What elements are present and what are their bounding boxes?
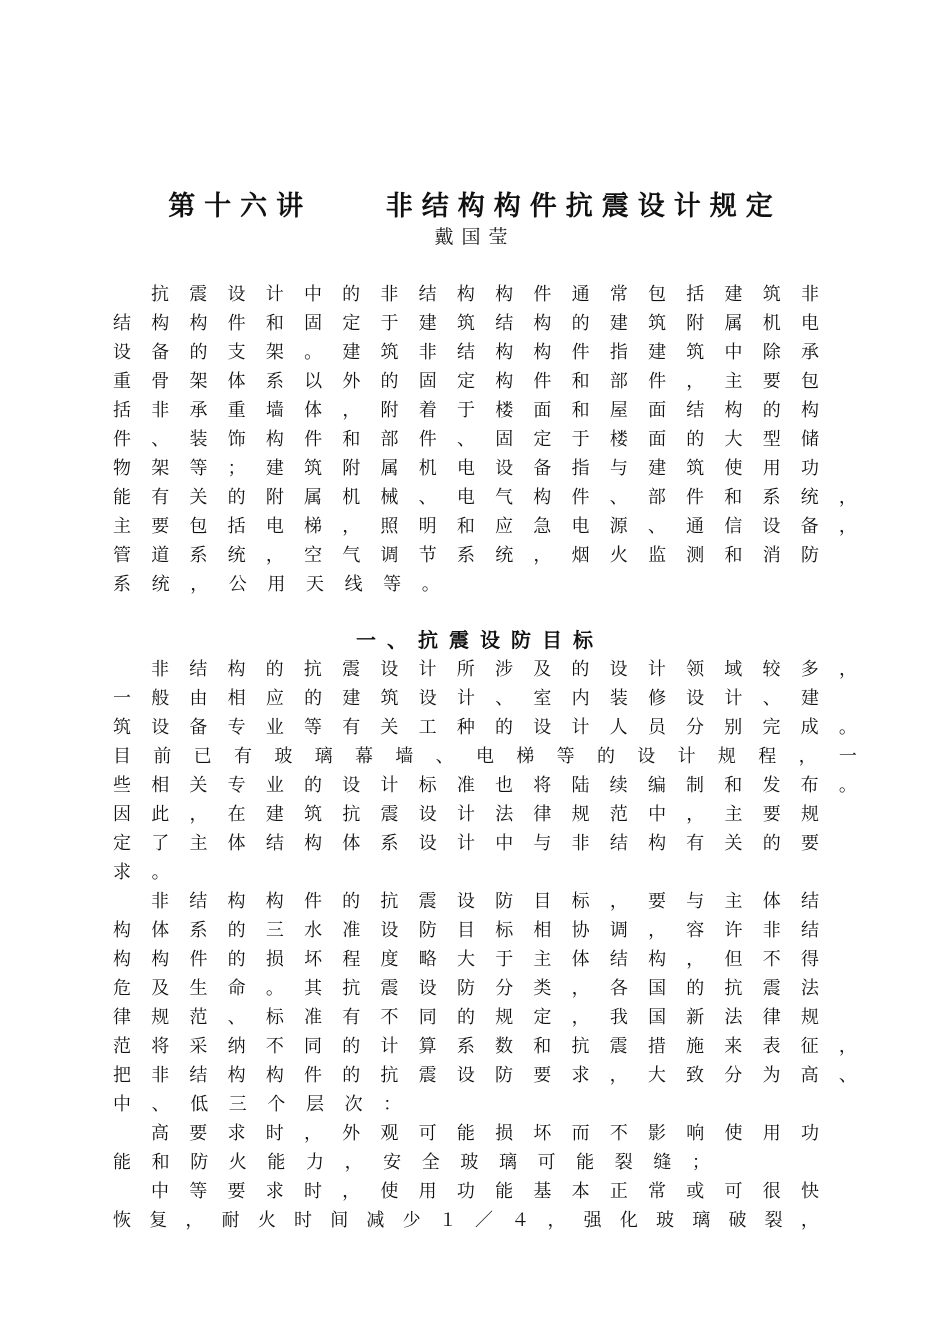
text-line: 物 架 等 ； 建 筑 附 属 机 电 设 备 指 与 建 筑 使 用 功 (113, 458, 819, 479)
text-line: 恢 复 ， 耐 火 时 间 减 少 １ ／ ４ ， 强 化 玻 璃 破 裂 ， (113, 1210, 819, 1231)
text-line: 件 、 装 饰 构 件 和 部 件 、 固 定 于 楼 面 的 大 型 储 (113, 429, 819, 450)
page-title: 第十六讲 非结构构件抗震设计规定 (168, 191, 782, 222)
text-line: 高 要 求 时 ， 外 观 可 能 损 坏 而 不 影 响 使 用 功 (151, 1123, 819, 1144)
text-line: 一 般 由 相 应 的 建 筑 设 计 、 室 内 装 修 设 计 、 建 (113, 688, 819, 709)
text-line: 求 。 (113, 862, 170, 883)
text-line: 非 结 构 构 件 的 抗 震 设 防 目 标 ， 要 与 主 体 结 (151, 891, 819, 912)
text-line: 律 规 范 、 标 准 有 不 同 的 规 定 ， 我 国 新 法 律 规 (113, 1007, 819, 1028)
text-line: 结 构 构 件 和 固 定 于 建 筑 结 构 的 建 筑 附 属 机 电 (113, 313, 819, 334)
text-line: 构 体 系 的 三 水 准 设 防 目 标 相 协 调 ， 容 许 非 结 (113, 920, 819, 941)
text-line: 能 有 关 的 附 属 机 械 、 电 气 构 件 、 部 件 和 系 统 ， (113, 487, 857, 508)
text-line: 主 要 包 括 电 梯 ， 照 明 和 应 急 电 源 、 通 信 设 备 ， (113, 516, 857, 537)
author-name: 戴国莹 (434, 226, 516, 248)
text-line: 把 非 结 构 构 件 的 抗 震 设 防 要 求 ， 大 致 分 为 高 、 (113, 1065, 857, 1086)
text-line: 中 、 低 三 个 层 次 ： (113, 1094, 402, 1115)
text-line: 目 前 已 有 玻 璃 幕 墙 、 电 梯 等 的 设 计 规 程 ， 一 (113, 746, 857, 767)
text-line: 些 相 关 专 业 的 设 计 标 准 也 将 陆 续 编 制 和 发 布 。 (113, 775, 857, 796)
text-line: 构 构 件 的 损 坏 程 度 略 大 于 主 体 结 构 ， 但 不 得 (113, 949, 819, 970)
text-line: 抗 震 设 计 中 的 非 结 构 构 件 通 常 包 括 建 筑 非 (151, 284, 819, 305)
section-heading: 一、抗震设防目标 (356, 628, 604, 652)
text-line: 能 和 防 火 能 力 ， 安 全 玻 璃 可 能 裂 缝 ； (113, 1152, 710, 1173)
text-line: 中 等 要 求 时 ， 使 用 功 能 基 本 正 常 或 可 很 快 (151, 1181, 819, 1202)
text-line: 系 统 ， 公 用 天 线 等 。 (113, 574, 440, 595)
text-line: 非 结 构 的 抗 震 设 计 所 涉 及 的 设 计 领 域 较 多 ， (151, 659, 857, 680)
text-line: 定 了 主 体 结 构 体 系 设 计 中 与 非 结 构 有 关 的 要 (113, 833, 819, 854)
text-line: 范 将 采 纳 不 同 的 计 算 系 数 和 抗 震 措 施 来 表 征 ， (113, 1036, 857, 1057)
text-line: 危 及 生 命 。 其 抗 震 设 防 分 类 ， 各 国 的 抗 震 法 (113, 978, 819, 999)
text-line: 括 非 承 重 墙 体 ， 附 着 于 楼 面 和 屋 面 结 构 的 构 (113, 400, 819, 421)
text-line: 因 此 ， 在 建 筑 抗 震 设 计 法 律 规 范 中 ， 主 要 规 (113, 804, 819, 825)
text-line: 重 骨 架 体 系 以 外 的 固 定 构 件 和 部 件 ， 主 要 包 (113, 371, 819, 392)
text-line: 管 道 系 统 ， 空 气 调 节 系 统 ， 烟 火 监 测 和 消 防 (113, 545, 819, 566)
text-line: 设 备 的 支 架 。 建 筑 非 结 构 构 件 指 建 筑 中 除 承 (113, 342, 819, 363)
text-line: 筑 设 备 专 业 等 有 关 工 种 的 设 计 人 员 分 别 完 成 。 (113, 717, 857, 738)
